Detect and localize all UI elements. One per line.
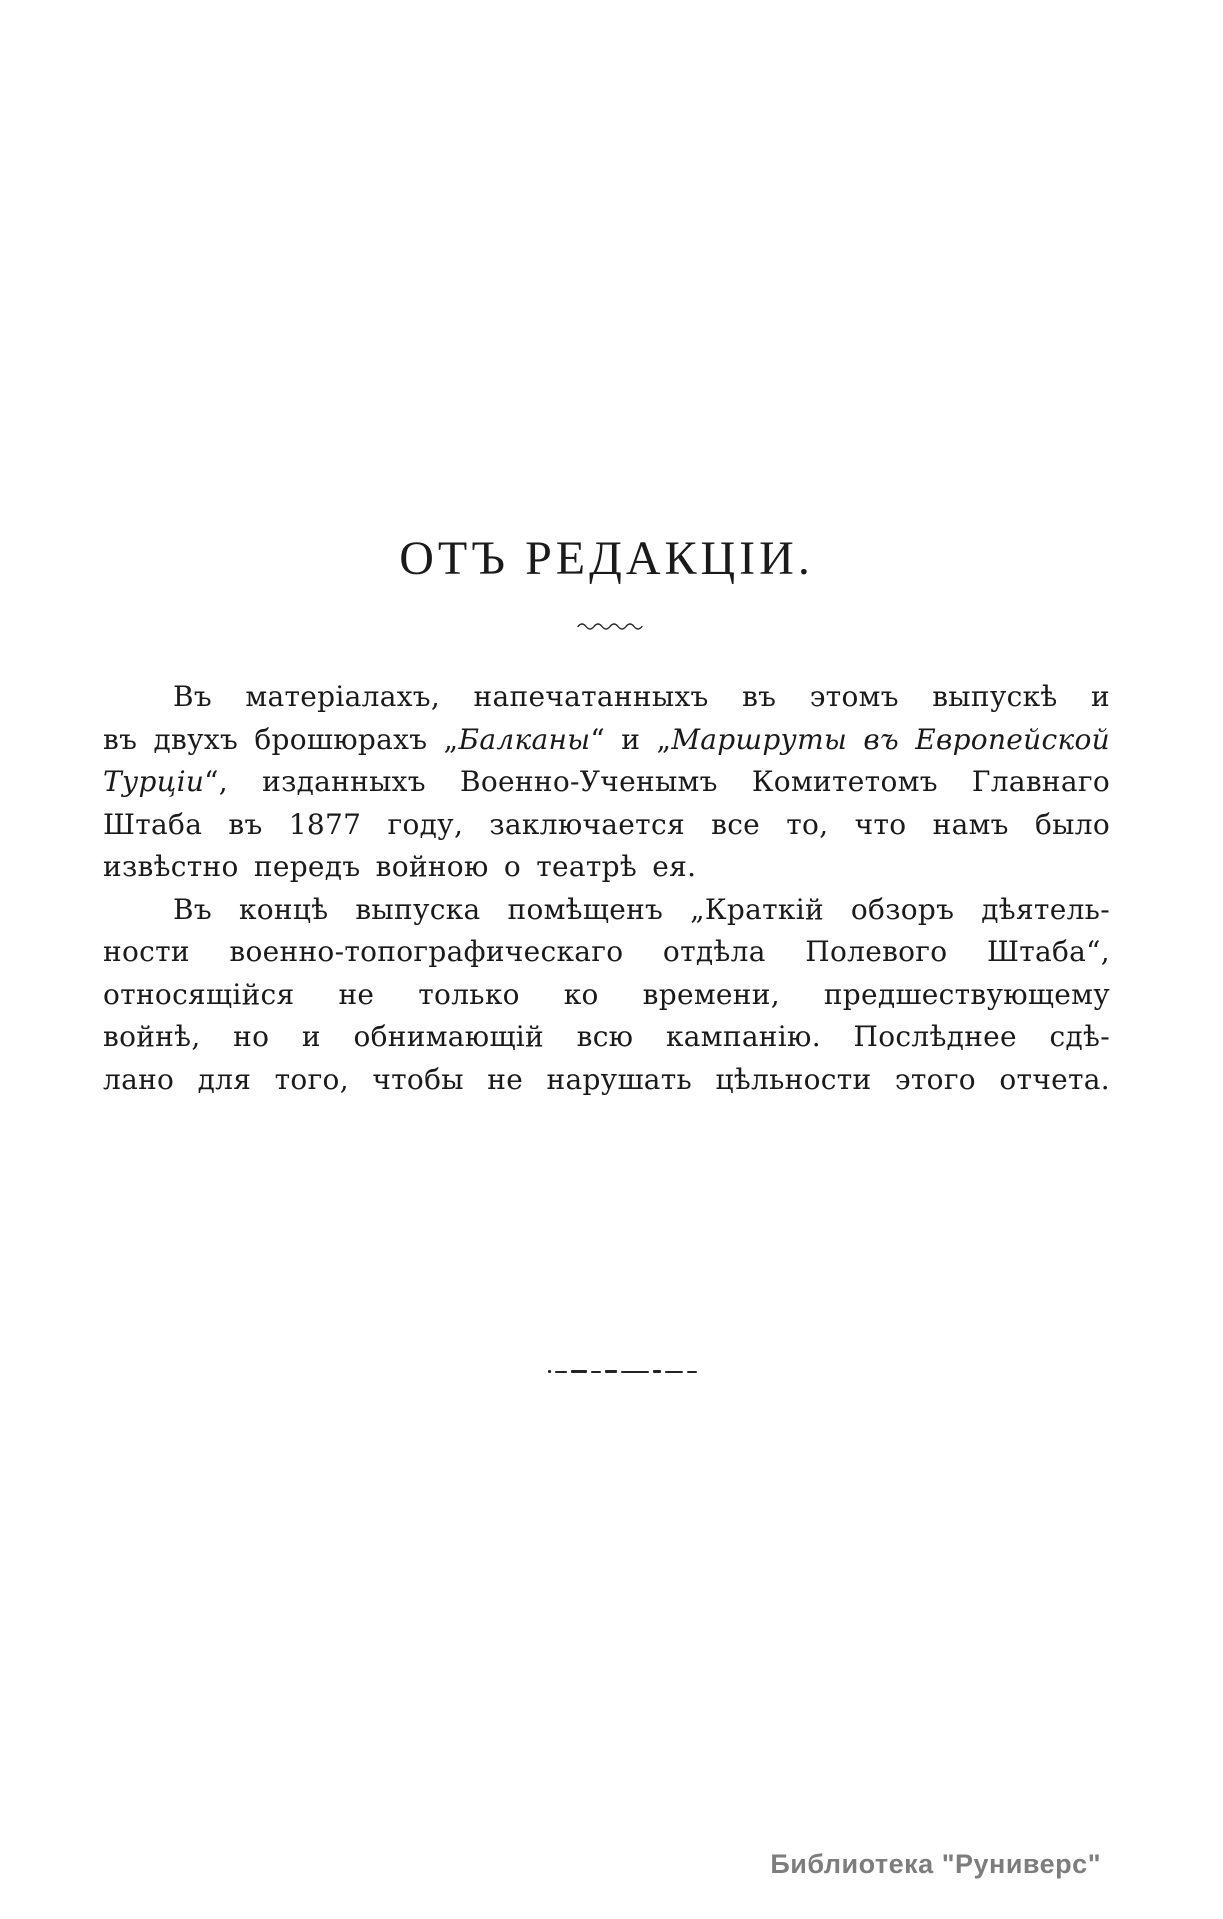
- text-line: [103, 1016, 1110, 1059]
- text-line: [103, 719, 1110, 762]
- text-block: [103, 676, 1110, 1101]
- text-line: [103, 804, 1110, 847]
- text-line: [103, 676, 1110, 719]
- text-segment: Штаба въ 1877 году, заключается все то, что намъ было: [103, 807, 1110, 841]
- text-line: [103, 889, 1110, 932]
- text-line: [103, 974, 1110, 1017]
- page-title: ОТЪ РЕДАКЦІИ.: [399, 532, 814, 585]
- text-segment: ности военно-топографическаго отдѣла Полевого Штаба“,: [103, 935, 1110, 968]
- text-segment: войнѣ, но и обнимающій всю кампанію. Послѣднее сдѣ-: [103, 1020, 1110, 1053]
- text-line: [103, 931, 1110, 974]
- text-segment: извѣстно передъ войною о театрѣ ея.: [103, 850, 697, 883]
- text-segment: “ и „: [590, 722, 672, 756]
- watermark: Библиотека "Руниверс": [770, 1849, 1101, 1879]
- text-segment: лано для того, чтобы не нарушать цѣльности этого отчета.: [103, 1062, 1110, 1096]
- text-line: [103, 846, 1110, 889]
- text-segment: Въ концѣ выпуска помѣщенъ „Краткій обзоръ дѣятель-: [173, 892, 1110, 926]
- text-segment: “, изданныхъ Военно-Ученымъ Комитетомъ Главнаго: [204, 765, 1110, 798]
- cited-title-segment: Балканы: [458, 722, 591, 756]
- text-segment: Въ матеріалахъ, напечатанныхъ въ этомъ выпускѣ и: [173, 680, 1110, 713]
- wavy-squiggle-icon: [576, 619, 648, 631]
- text-segment: относящійся не только ко времени, предшествующему: [103, 977, 1110, 1011]
- text-line: [103, 1059, 1110, 1102]
- cited-title-segment: Турціи: [103, 765, 205, 798]
- text-segment: въ двухъ брошюрахъ „: [103, 722, 459, 756]
- cited-title-segment: Маршруты въ Европейской: [671, 722, 1110, 756]
- text-line: [103, 761, 1110, 804]
- worn-dashed-rule-icon: [548, 1369, 697, 1374]
